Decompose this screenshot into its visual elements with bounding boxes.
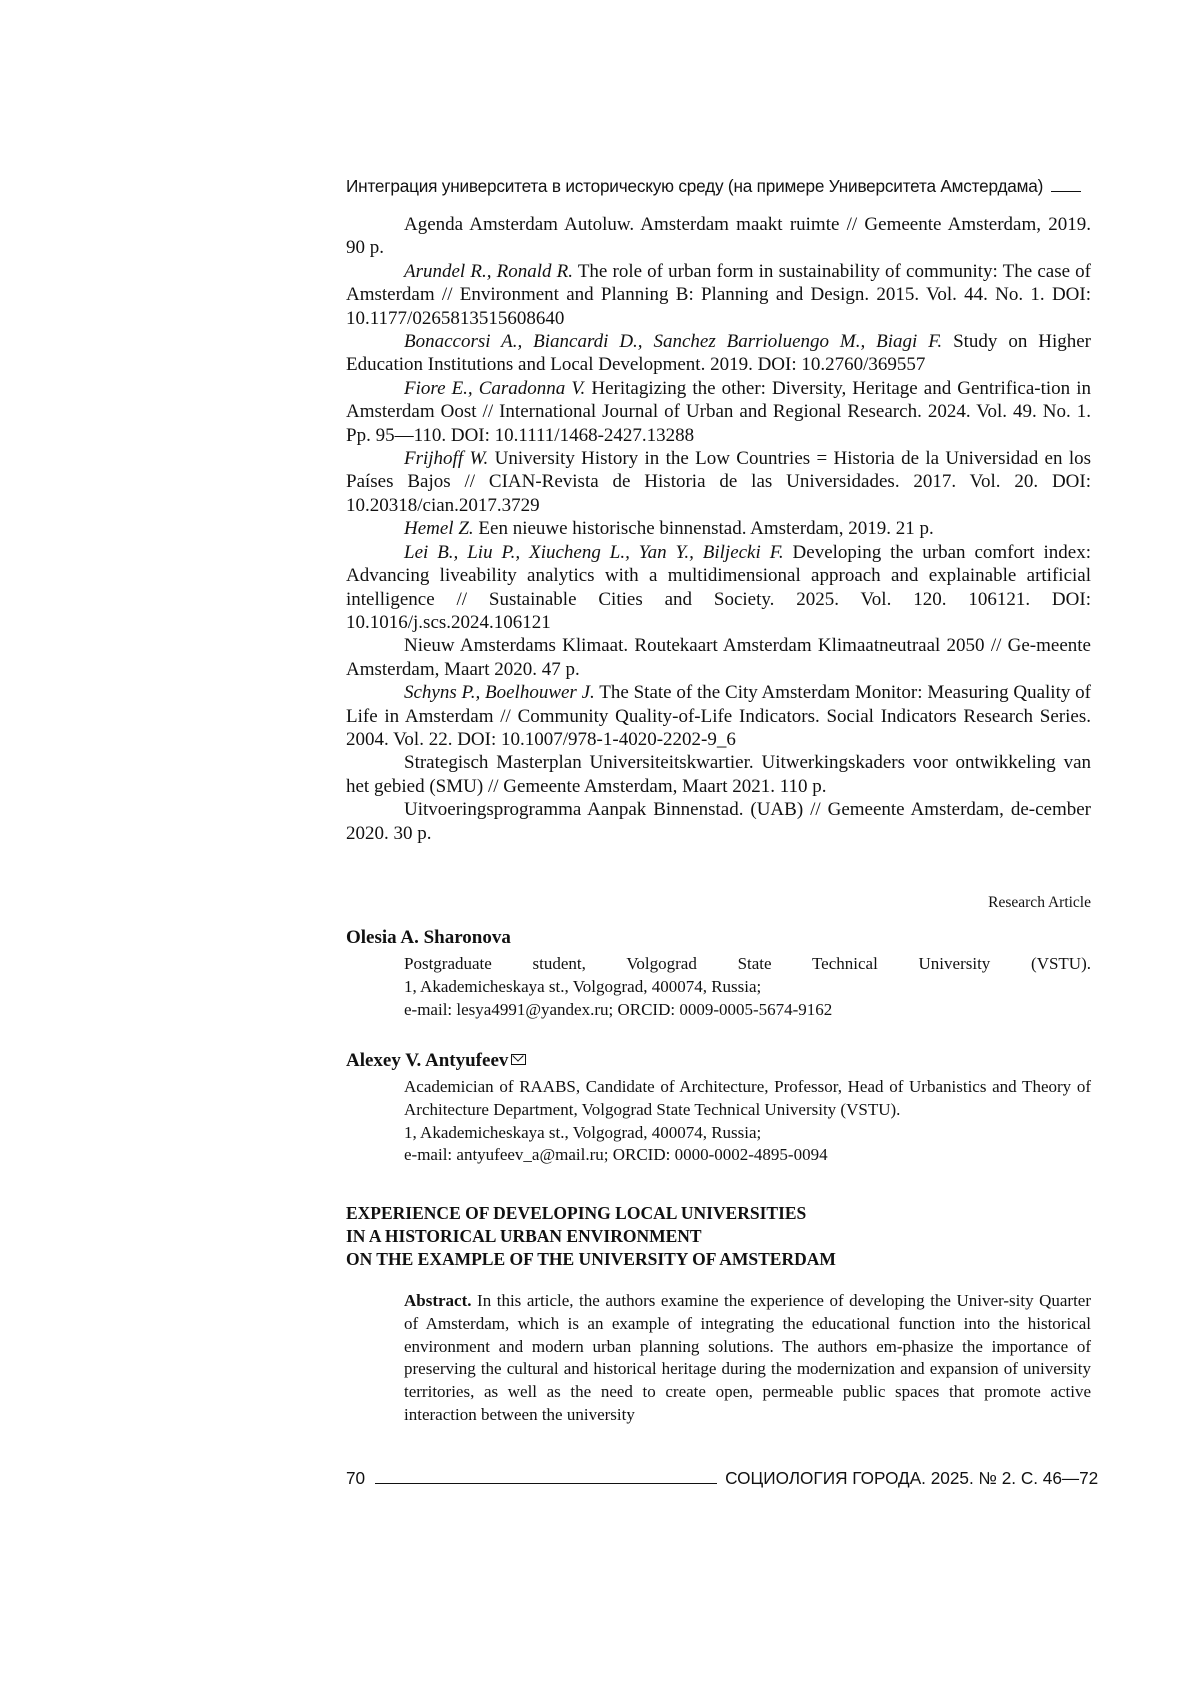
reference-item: Hemel Z. Een nieuwe historische binnenstad. Amsterdam, 2019. 21 p. bbox=[404, 518, 934, 540]
author-contact: e-mail: antyufeev_a@mail.ru; ORCID: 0000-0002-4895-0094 bbox=[404, 1145, 828, 1165]
author-info bbox=[404, 1076, 1091, 1167]
reference-item: Arundel R., Ronald R. The role of urban form in sustainability of community: The case of Amsterdam // Environment and Planning B: Planning and Design. 2015. Vol. 44. No. 1. DOI: 10.1177/0265813515608640 bbox=[346, 260, 1091, 329]
author-name: Olesia A. Sharonova bbox=[346, 927, 511, 948]
article-title-line: ON THE EXAMPLE OF THE UNIVERSITY OF AMSTERDAM bbox=[346, 1249, 836, 1269]
author-name: Alexey V. Antyufeev bbox=[346, 1050, 509, 1071]
article-title-line: EXPERIENCE OF DEVELOPING LOCAL UNIVERSITIES bbox=[346, 1203, 807, 1223]
reference-item: Lei B., Liu P., Xiucheng L., Yan Y., Biljecki F. Developing the urban comfort index: Advancing liveability analytics with a multidimensional approach and explainable artificial intelligence // Sustainable Cities and Society. 2025. Vol. 120. 106121. DOI: 10.1016/j.scs.2024.106121 bbox=[346, 541, 1092, 633]
author-address: 1, Akademicheskaya st., Volgograd, 400074, Russia; bbox=[404, 976, 762, 996]
reference-item: Schyns P., Boelhouwer J. The State of the City Amsterdam Monitor: Measuring Quality of Life in Amsterdam // Community Quality-of-Life Indicators. Social Indicators Research Series. 2004. Vol. 22. DOI: 10.1007/978-1-4020-2202-9_6 bbox=[346, 682, 1091, 750]
author-info bbox=[404, 953, 1091, 1021]
article-title-line: IN A HISTORICAL URBAN ENVIRONMENT bbox=[346, 1226, 702, 1246]
reference-item: Bonaccorsi A., Biancardi D., Sanchez Barrioluengo M., Biagi F. Study on Higher Education Institutions and Local Development. 2019. DOI: 10.2760/369557 bbox=[346, 331, 1092, 376]
running-title: Интеграция университета в историческую среду (на примере Университета Амстердама) bbox=[346, 176, 1044, 196]
abstract-label: Abstract. bbox=[404, 1291, 472, 1310]
running-footer bbox=[346, 1468, 1099, 1489]
reference-item: Frijhoff W. University History in the Low Countries = Historia de la Universidad en los Países Bajos // CIAN-Revista de Historia de las Universidades. 2017. Vol. 20. DOI: 10.20318/cian.2017.3729 bbox=[346, 448, 1091, 516]
article-type-label: Research Article bbox=[988, 894, 1091, 911]
reference-item: Strategisch Masterplan Universiteitskwartier. Uitwerkingskaders voor ontwikkeling van het gebied (SMU) // Gemeente Amsterdam, Maart 2021. 110 p. bbox=[346, 752, 1091, 797]
author-affiliation: Academician of RAABS, Candidate of Architecture, Professor, Head of Urbanistics and Theory of Architecture Department, Volgograd State Technical University (VSTU). bbox=[404, 1077, 1091, 1119]
reference-list bbox=[346, 213, 1091, 845]
article-title bbox=[346, 1202, 1091, 1271]
author-block bbox=[346, 1050, 1091, 1167]
running-header bbox=[346, 176, 1091, 197]
author-address: 1, Akademicheskaya st., Volgograd, 400074, Russia; bbox=[404, 1122, 762, 1142]
journal-reference: СОЦИОЛОГИЯ ГОРОДА. 2025. № 2. С. 46—72 bbox=[725, 1468, 1099, 1488]
abstract-text: In this article, the authors examine the experience of developing the Univer-sity Quarter of Amsterdam, which is an example of integrating the educational function into the historical environment and modern urban planning solutions. The authors em-phasize the importance of preserving the cultural and historical heritage during the modernization and expansion of university territories, as well as the need to create open, permeable public spaces that promote active interaction between the university bbox=[404, 1291, 1092, 1424]
mail-icon bbox=[511, 1054, 526, 1065]
header-rule bbox=[1051, 191, 1081, 192]
footer-rule bbox=[375, 1483, 717, 1484]
reference-item: Fiore E., Caradonna V. Heritagizing the other: Diversity, Heritage and Gentrifica-tion in Amsterdam Oost // International Journal of Urban and Regional Research. 2024. Vol. 49. No. 1. Pp. 95—110. DOI: 10.1111/1468-2427.13288 bbox=[346, 377, 1092, 446]
author-contact: e-mail: lesya4991@yandex.ru; ORCID: 0009-0005-5674-9162 bbox=[404, 999, 833, 1019]
reference-item: Agenda Amsterdam Autoluw. Amsterdam maakt ruimte // Gemeente Amsterdam, 2019. 90 p. bbox=[346, 214, 1091, 259]
abstract bbox=[404, 1290, 1091, 1427]
reference-item: Uitvoeringsprogramma Aanpak Binnenstad. (UAB) // Gemeente Amsterdam, de-cember 2020. 30 p. bbox=[346, 799, 1091, 844]
reference-item: Nieuw Amsterdams Klimaat. Routekaart Amsterdam Klimaatneutraal 2050 // Ge-meente Amsterdam, Maart 2020. 47 p. bbox=[346, 635, 1091, 680]
author-affiliation: Postgraduate student, Volgograd State Technical University (VSTU). bbox=[404, 954, 1091, 973]
author-block bbox=[346, 927, 1091, 1021]
page-number: 70 bbox=[346, 1468, 366, 1488]
